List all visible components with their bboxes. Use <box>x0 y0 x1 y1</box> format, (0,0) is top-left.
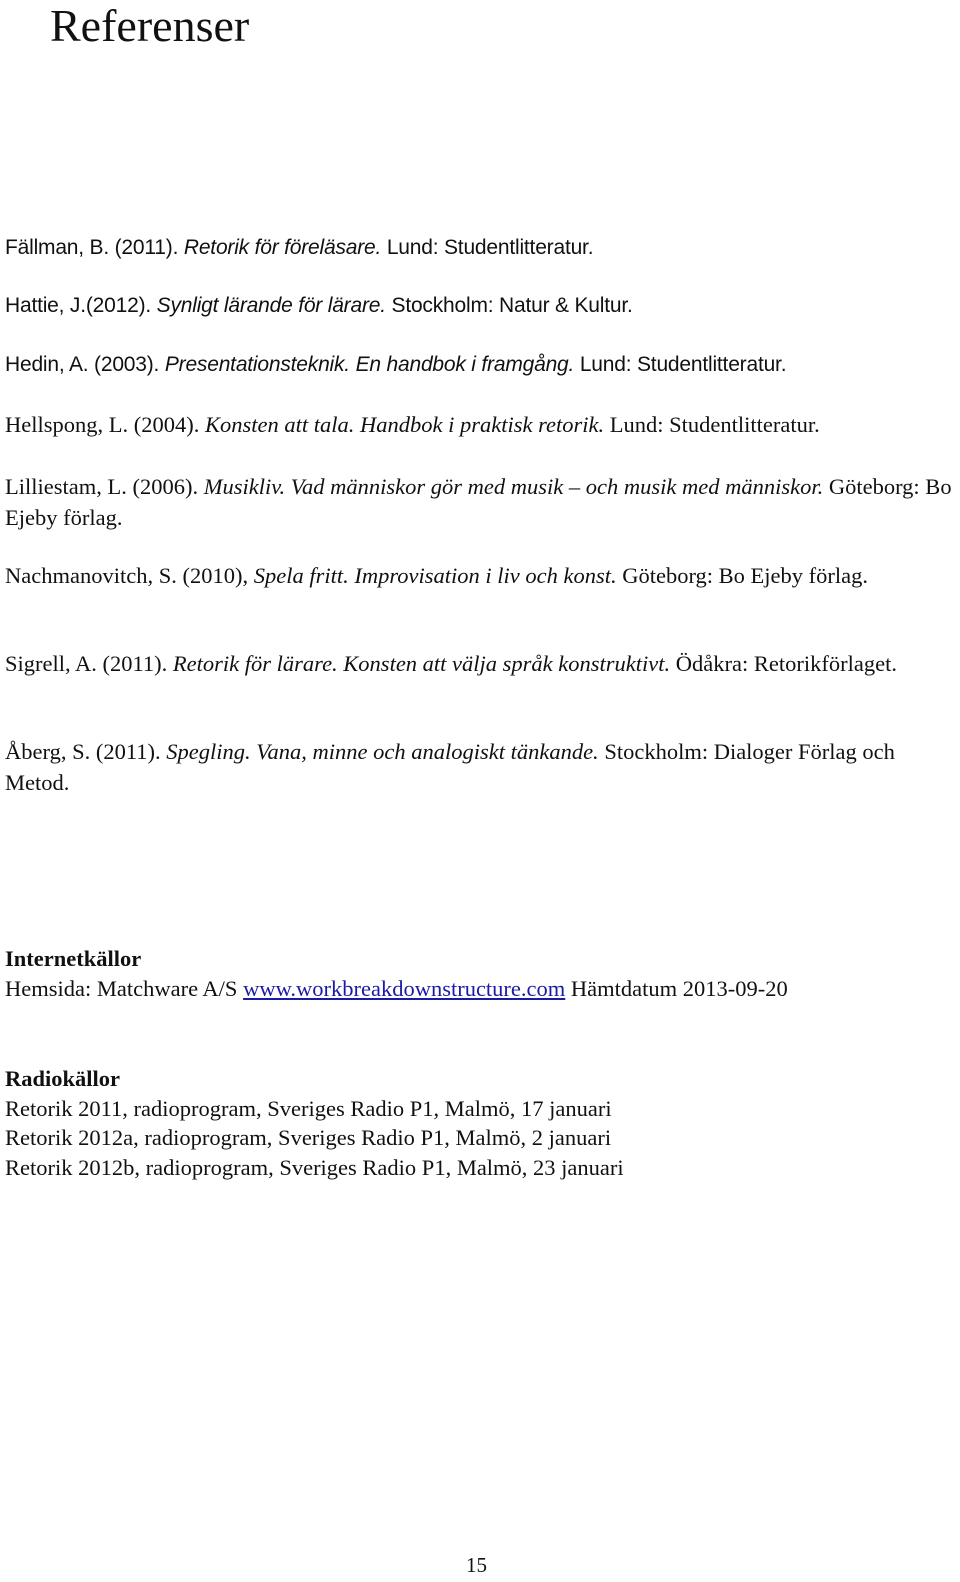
reference-title: Konsten att tala. Handbok i praktisk retorik. <box>204 412 605 437</box>
reference-item <box>5 471 953 533</box>
reference-publisher: Ödåkra: Retorikförlaget. <box>675 651 897 676</box>
reference-item <box>5 648 953 679</box>
reference-authors: Hellspong, L. (2004). <box>5 412 200 437</box>
internet-source-prefix: Hemsida: Matchware A/S <box>5 975 238 1001</box>
internet-sources-section <box>5 944 953 1003</box>
reference-authors: Lilliestam, L. (2006). <box>5 474 199 499</box>
reference-publisher: Lund: Studentlitteratur. <box>609 412 820 437</box>
reference-publisher: Stockholm: Dialoger Förlag och Metod. <box>5 739 895 795</box>
internet-source-item <box>5 974 953 1004</box>
reference-authors: Nachmanovitch, S. (2010), <box>5 563 249 588</box>
internet-sources-title: Internetkällor <box>5 946 142 971</box>
reference-title: Spegling. Vana, minne och analogiskt tänkande. <box>166 739 599 764</box>
reference-authors: Sigrell, A. (2011). <box>5 651 168 676</box>
reference-authors: Hattie, J.(2012). <box>5 294 151 317</box>
reference-item <box>5 736 953 798</box>
reference-title: Musikliv. Vad människor gör med musik – och musik med människor. <box>203 474 824 499</box>
reference-title: Presentationsteknik. En handbok i framgång. <box>164 353 575 376</box>
reference-authors: Hedin, A. (2003). <box>5 353 160 376</box>
reference-title: Retorik för lärare. Konsten att välja språk konstruktivt. <box>172 651 671 676</box>
reference-item <box>5 232 953 263</box>
reference-publisher: Lund: Studentlitteratur. <box>579 353 787 376</box>
reference-publisher: Göteborg: Bo Ejeby förlag. <box>5 474 952 530</box>
page-number: 15 <box>466 1553 487 1577</box>
radio-sources-section <box>5 1064 953 1182</box>
page-title: Referenser <box>50 0 250 51</box>
radio-source-item: Retorik 2011, radioprogram, Sveriges Radio P1, Malmö, 17 januari <box>5 1095 612 1121</box>
reference-title: Spela fritt. Improvisation i liv och konst. <box>253 563 617 588</box>
reference-title: Retorik för föreläsare. <box>183 236 382 259</box>
reference-publisher: Göteborg: Bo Ejeby förlag. <box>622 563 869 588</box>
reference-item <box>5 560 953 591</box>
reference-item <box>5 409 953 440</box>
radio-source-item: Retorik 2012b, radioprogram, Sveriges Radio P1, Malmö, 23 januari <box>5 1154 624 1180</box>
radio-sources-title: Radiokällor <box>5 1066 121 1091</box>
reference-authors: Fällman, B. (2011). <box>5 236 179 259</box>
reference-authors: Åberg, S. (2011). <box>5 739 161 764</box>
reference-title: Synligt lärande för lärare. <box>156 294 386 317</box>
reference-publisher: Stockholm: Natur & Kultur. <box>391 294 633 317</box>
retrieval-date: Hämtdatum 2013-09-20 <box>570 975 788 1001</box>
reference-item <box>5 349 953 380</box>
radio-source-item: Retorik 2012a, radioprogram, Sveriges Radio P1, Malmö, 2 januari <box>5 1125 612 1150</box>
website-link[interactable]: www.workbreakdownstructure.com <box>243 975 566 1001</box>
reference-publisher: Lund: Studentlitteratur. <box>386 236 594 259</box>
reference-item <box>5 290 953 321</box>
